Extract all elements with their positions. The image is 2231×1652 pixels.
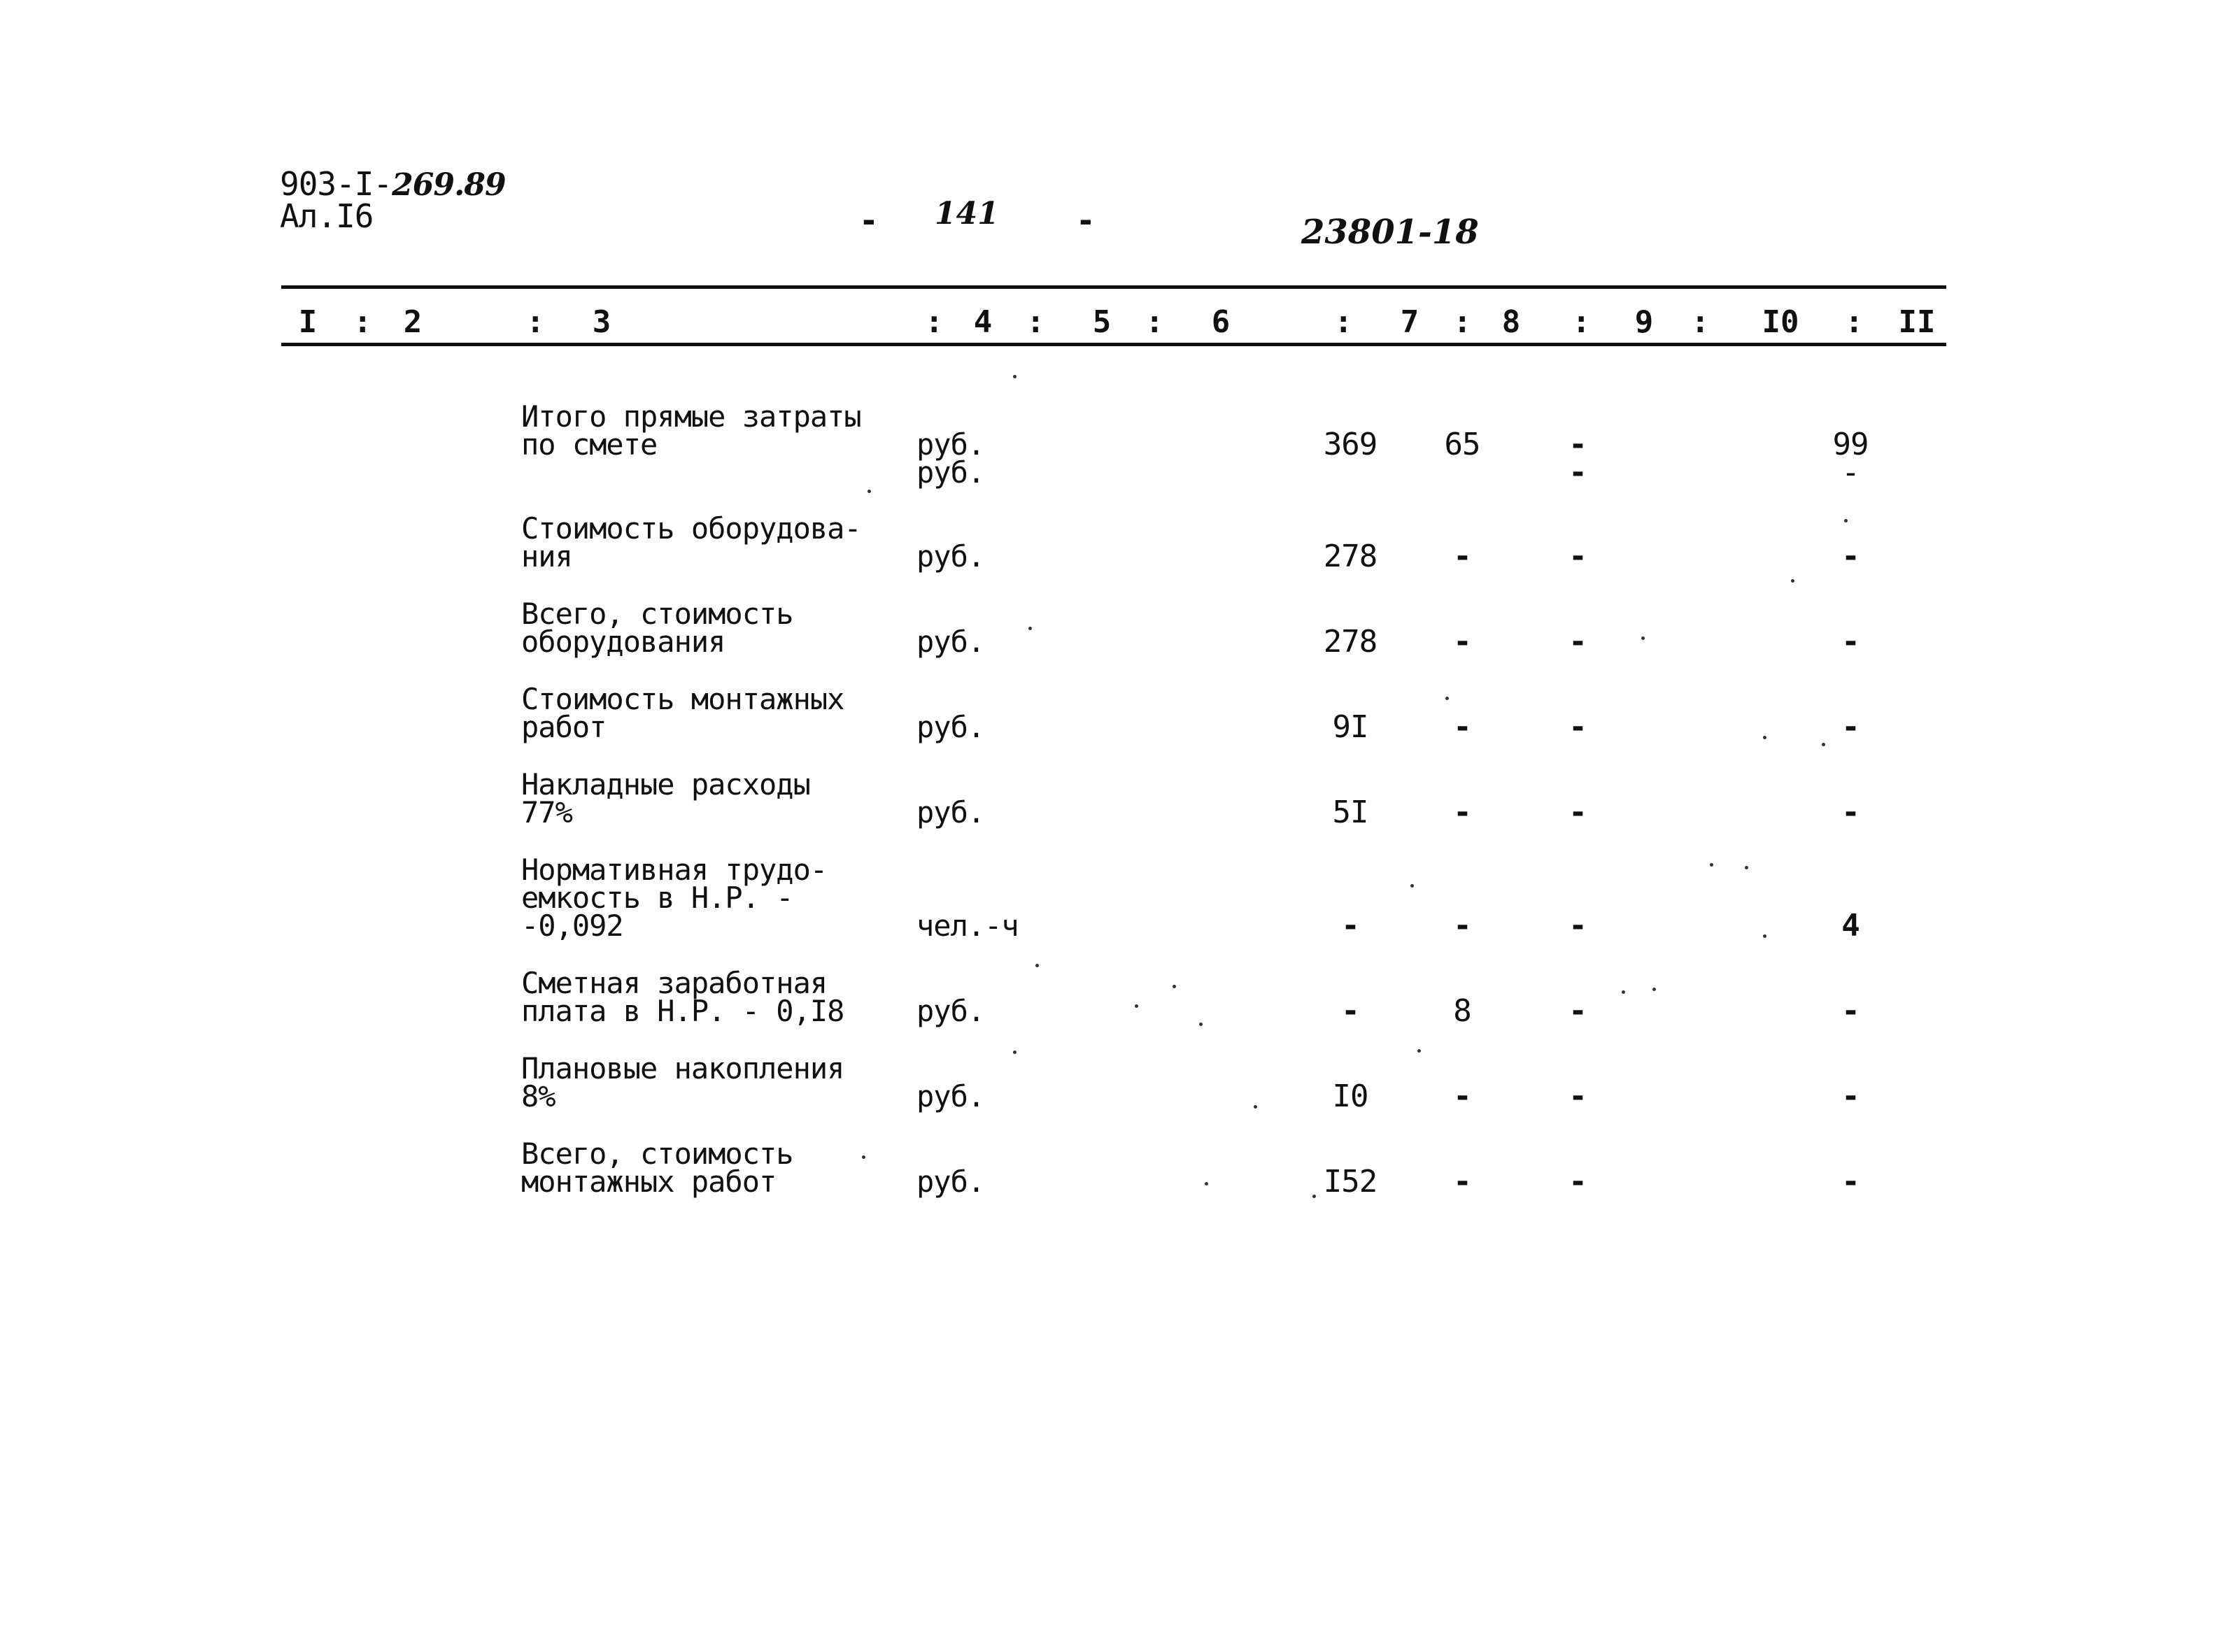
column-separator: : [1572,304,1591,340]
row-description: Сметная заработная плата в Н.Р. - 0,I8 [521,966,844,1028]
scan-speck [1035,964,1039,967]
scan-speck [1173,985,1176,988]
row-value-col7: - [1341,993,1359,1029]
row-value-col7: 9I [1332,709,1368,745]
row-description: Стоимость оборудова- ния [521,511,861,574]
scan-speck [1445,697,1449,700]
series-code [280,165,506,203]
column-header-2: 2 [403,304,423,340]
row-value-col9: - [1568,1078,1587,1114]
row-unit: руб. [916,795,985,829]
scan-speck [1652,988,1656,991]
row-value-col7: 5I [1332,795,1368,830]
row-description: Плановые накопления 8% [521,1051,844,1113]
column-separator: : [1145,304,1164,340]
scan-speck [1844,519,1848,522]
column-separator: : [526,304,545,340]
scan-speck [867,490,871,493]
row-description: Итого прямые затраты по смете [521,399,861,462]
scan-speck [1763,736,1766,739]
series-code-printed: 903-I- [280,165,392,203]
column-separator: : [1453,304,1472,340]
table-top-rule [281,285,1946,289]
row-value-col11: - [1841,709,1860,745]
row-value-col11: 99 - [1832,427,1869,490]
row-value-col7: I52 [1323,1164,1377,1199]
column-header-5: 5 [1092,304,1112,340]
row-value-col9: - [1568,908,1587,944]
row-value-col7: - [1341,908,1359,944]
column-header-3: 3 [592,304,611,340]
row-description: Стоимость монтажных работ [521,682,844,744]
row-value-col7: I0 [1332,1078,1368,1114]
row-value-col8: - [1453,709,1471,745]
row-value-col8: - [1453,795,1471,830]
series-code-handwritten: 269.89 [392,167,506,203]
row-value-col9: - [1568,539,1587,574]
column-header-11: II [1898,304,1936,340]
scan-speck [862,1155,865,1159]
row-value-col11: - [1841,795,1860,830]
scan-speck [1013,375,1017,378]
column-header-8: 8 [1501,304,1521,340]
scan-speck [1745,866,1748,869]
row-description: Накладные расходы 77% [521,767,810,829]
row-value-col8: - [1453,1078,1471,1114]
row-value-col9: - [1568,624,1587,660]
row-unit: руб. [916,710,985,744]
row-value-col11: - [1841,993,1860,1029]
row-value-col11: - [1841,1164,1860,1199]
column-header-10: I0 [1762,304,1799,340]
row-value-col8: - [1453,1164,1471,1199]
row-value-col11: - [1841,624,1860,660]
scan-speck [1417,1049,1421,1053]
scan-speck [1763,934,1766,938]
scan-speck [1013,1051,1017,1054]
row-unit: руб. [916,1079,985,1113]
column-header-9: 9 [1634,304,1654,340]
row-value-col8: - [1453,624,1471,660]
page-dash-right: - [1076,201,1096,239]
row-value-col8: - [1453,908,1471,944]
row-value-col9: - [1568,1164,1587,1199]
row-value-col8: 8 [1453,993,1471,1029]
scan-speck [1791,579,1794,583]
column-separator: : [1845,304,1864,340]
row-unit: руб. [916,994,985,1028]
document-number: 23801-18 [1301,213,1479,252]
scan-speck [1135,1004,1138,1008]
scan-speck [1312,1195,1316,1198]
page-dash-left: - [859,201,879,239]
column-separator: : [1026,304,1045,340]
column-header-4: 4 [973,304,993,340]
column-separator: : [1691,304,1710,340]
row-value-col9: - - [1568,427,1587,490]
row-value-col9: - [1568,993,1587,1029]
page-number: 141 [935,196,999,232]
row-value-col7: 278 [1323,539,1377,574]
row-unit: руб. [916,1165,985,1199]
row-description: Всего, стоимость оборудования [521,597,793,659]
column-header-1: I [298,304,318,340]
row-description: Всего, стоимость монтажных работ [521,1137,793,1199]
scan-speck [1410,884,1414,888]
scan-speck [1028,627,1032,630]
row-unit: руб. [916,625,985,659]
row-value-col7: 278 [1323,624,1377,660]
row-value-col9: - [1568,795,1587,830]
scan-speck [1199,1023,1203,1026]
row-value-col8: 65 [1444,427,1480,462]
column-separator: : [1334,304,1353,340]
row-unit: руб. [916,539,985,574]
row-unit: чел.-ч [916,909,1019,943]
column-separator: : [925,304,944,340]
scan-speck [1254,1105,1257,1109]
column-header-6: 6 [1211,304,1231,340]
sheet-number: Ал.I6 [280,197,374,235]
row-value-col11: 4 [1841,908,1860,944]
row-value-col7: 369 [1323,427,1377,462]
row-unit: руб. руб. [916,427,985,490]
scan-speck [1205,1182,1208,1185]
scan-speck [1641,636,1645,640]
row-value-col11: - [1841,539,1860,574]
table-header-rule [281,343,1946,346]
scan-speck [1710,863,1713,867]
column-separator: : [353,304,372,340]
row-value-col11: - [1841,1078,1860,1114]
scan-speck [1622,990,1625,994]
column-header-7: 7 [1400,304,1419,340]
row-value-col9: - [1568,709,1587,745]
row-value-col8: - [1453,539,1471,574]
row-description: Нормативная трудо- емкость в Н.Р. - -0,092 [521,853,828,943]
scan-speck [1822,743,1825,746]
